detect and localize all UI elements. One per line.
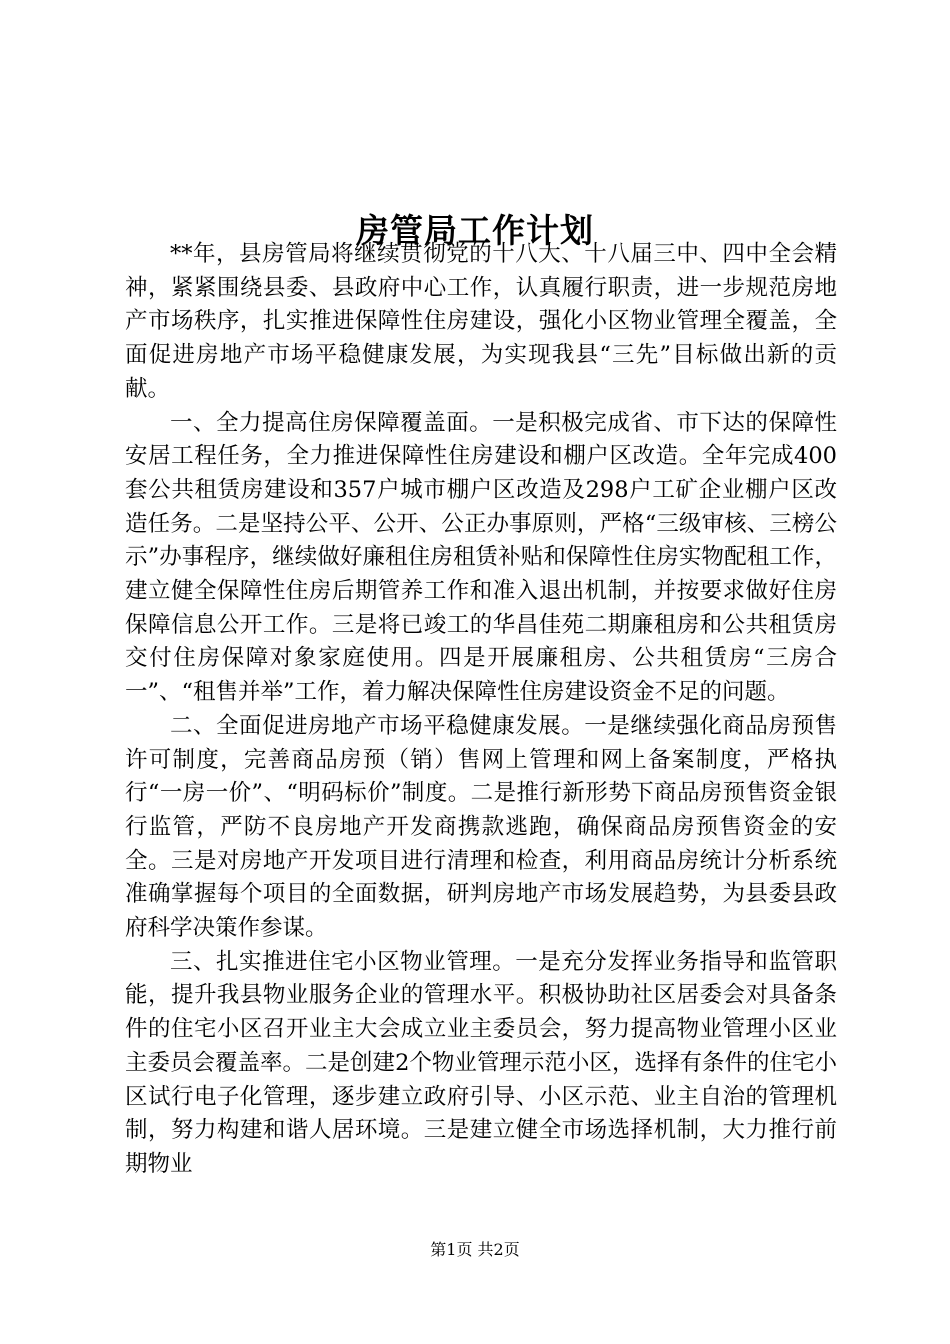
paragraph-housing-security: 一、全力提高住房保障覆盖面。一是积极完成省、市下达的保障性安居工程任务，全力推进保障性住房建设和棚户区改造。全年完成400套公共租赁房建设和357户城市棚户区改造及298户工矿企业棚户区改造任务。二是坚持公平、公开、公正办事原则，严格“三级审核、三榜公示”办事程序，继续做好廉租住房租赁补贴和保障性住房实物配租工作，建立健全保障性住房后期管养工作和准入退出机制，并按要求做好住房保障信息公开工作。三是将已竣工的华昌佳苑二期廉租房和公共租赁房交付住房保障对象家庭使用。四是开展廉租房、公共租赁房“三房合一”、“租售并举”工作，着力解决保障性住房建设资金不足的问题。: [125, 409, 837, 706]
document-body: [125, 238, 837, 1182]
paragraph-real-estate-market: 二、全面促进房地产市场平稳健康发展。一是继续强化商品房预售许可制度，完善商品房预（销）售网上管理和网上备案制度，严格执行“一房一价”、“明码标价”制度。二是推行新形势下商品房预售资金银行监管，严防不良房地产开发商携款逃跑，确保商品房预售资金的安全。三是对房地产开发项目进行清理和检查，利用商品房统计分析系统准确掌握每个项目的全面数据，研判房地产市场发展趋势，为县委县政府科学决策作参谋。: [125, 712, 837, 942]
paragraph-intro: **年，县房管局将继续贯彻党的十八大、十八届三中、四中全会精神，紧紧围绕县委、县政府中心工作，认真履行职责，进一步规范房地产市场秩序，扎实推进保障性住房建设，强化小区物业管理全覆盖，全面促进房地产市场平稳健康发展，为实现我县“三先”目标做出新的贡献。: [125, 241, 837, 402]
paragraph-property-management: 三、扎实推进住宅小区物业管理。一是充分发挥业务指导和监管职能，提升我县物业服务企业的管理水平。积极协助社区居委会对具备条件的住宅小区召开业主大会成立业主委员会，努力提高物业管理小区业主委员会覆盖率。二是创建2个物业管理示范小区，选择有条件的住宅小区试行电子化管理，逐步建立政府引导、小区示范、业主自治的管理机制，努力构建和谐人居环境。三是建立健全市场选择机制，大力推行前期物业: [125, 948, 837, 1177]
document-title: 房管局工作计划: [356, 211, 594, 251]
page-number-footer: 第1页 共2页: [430, 1240, 520, 1259]
